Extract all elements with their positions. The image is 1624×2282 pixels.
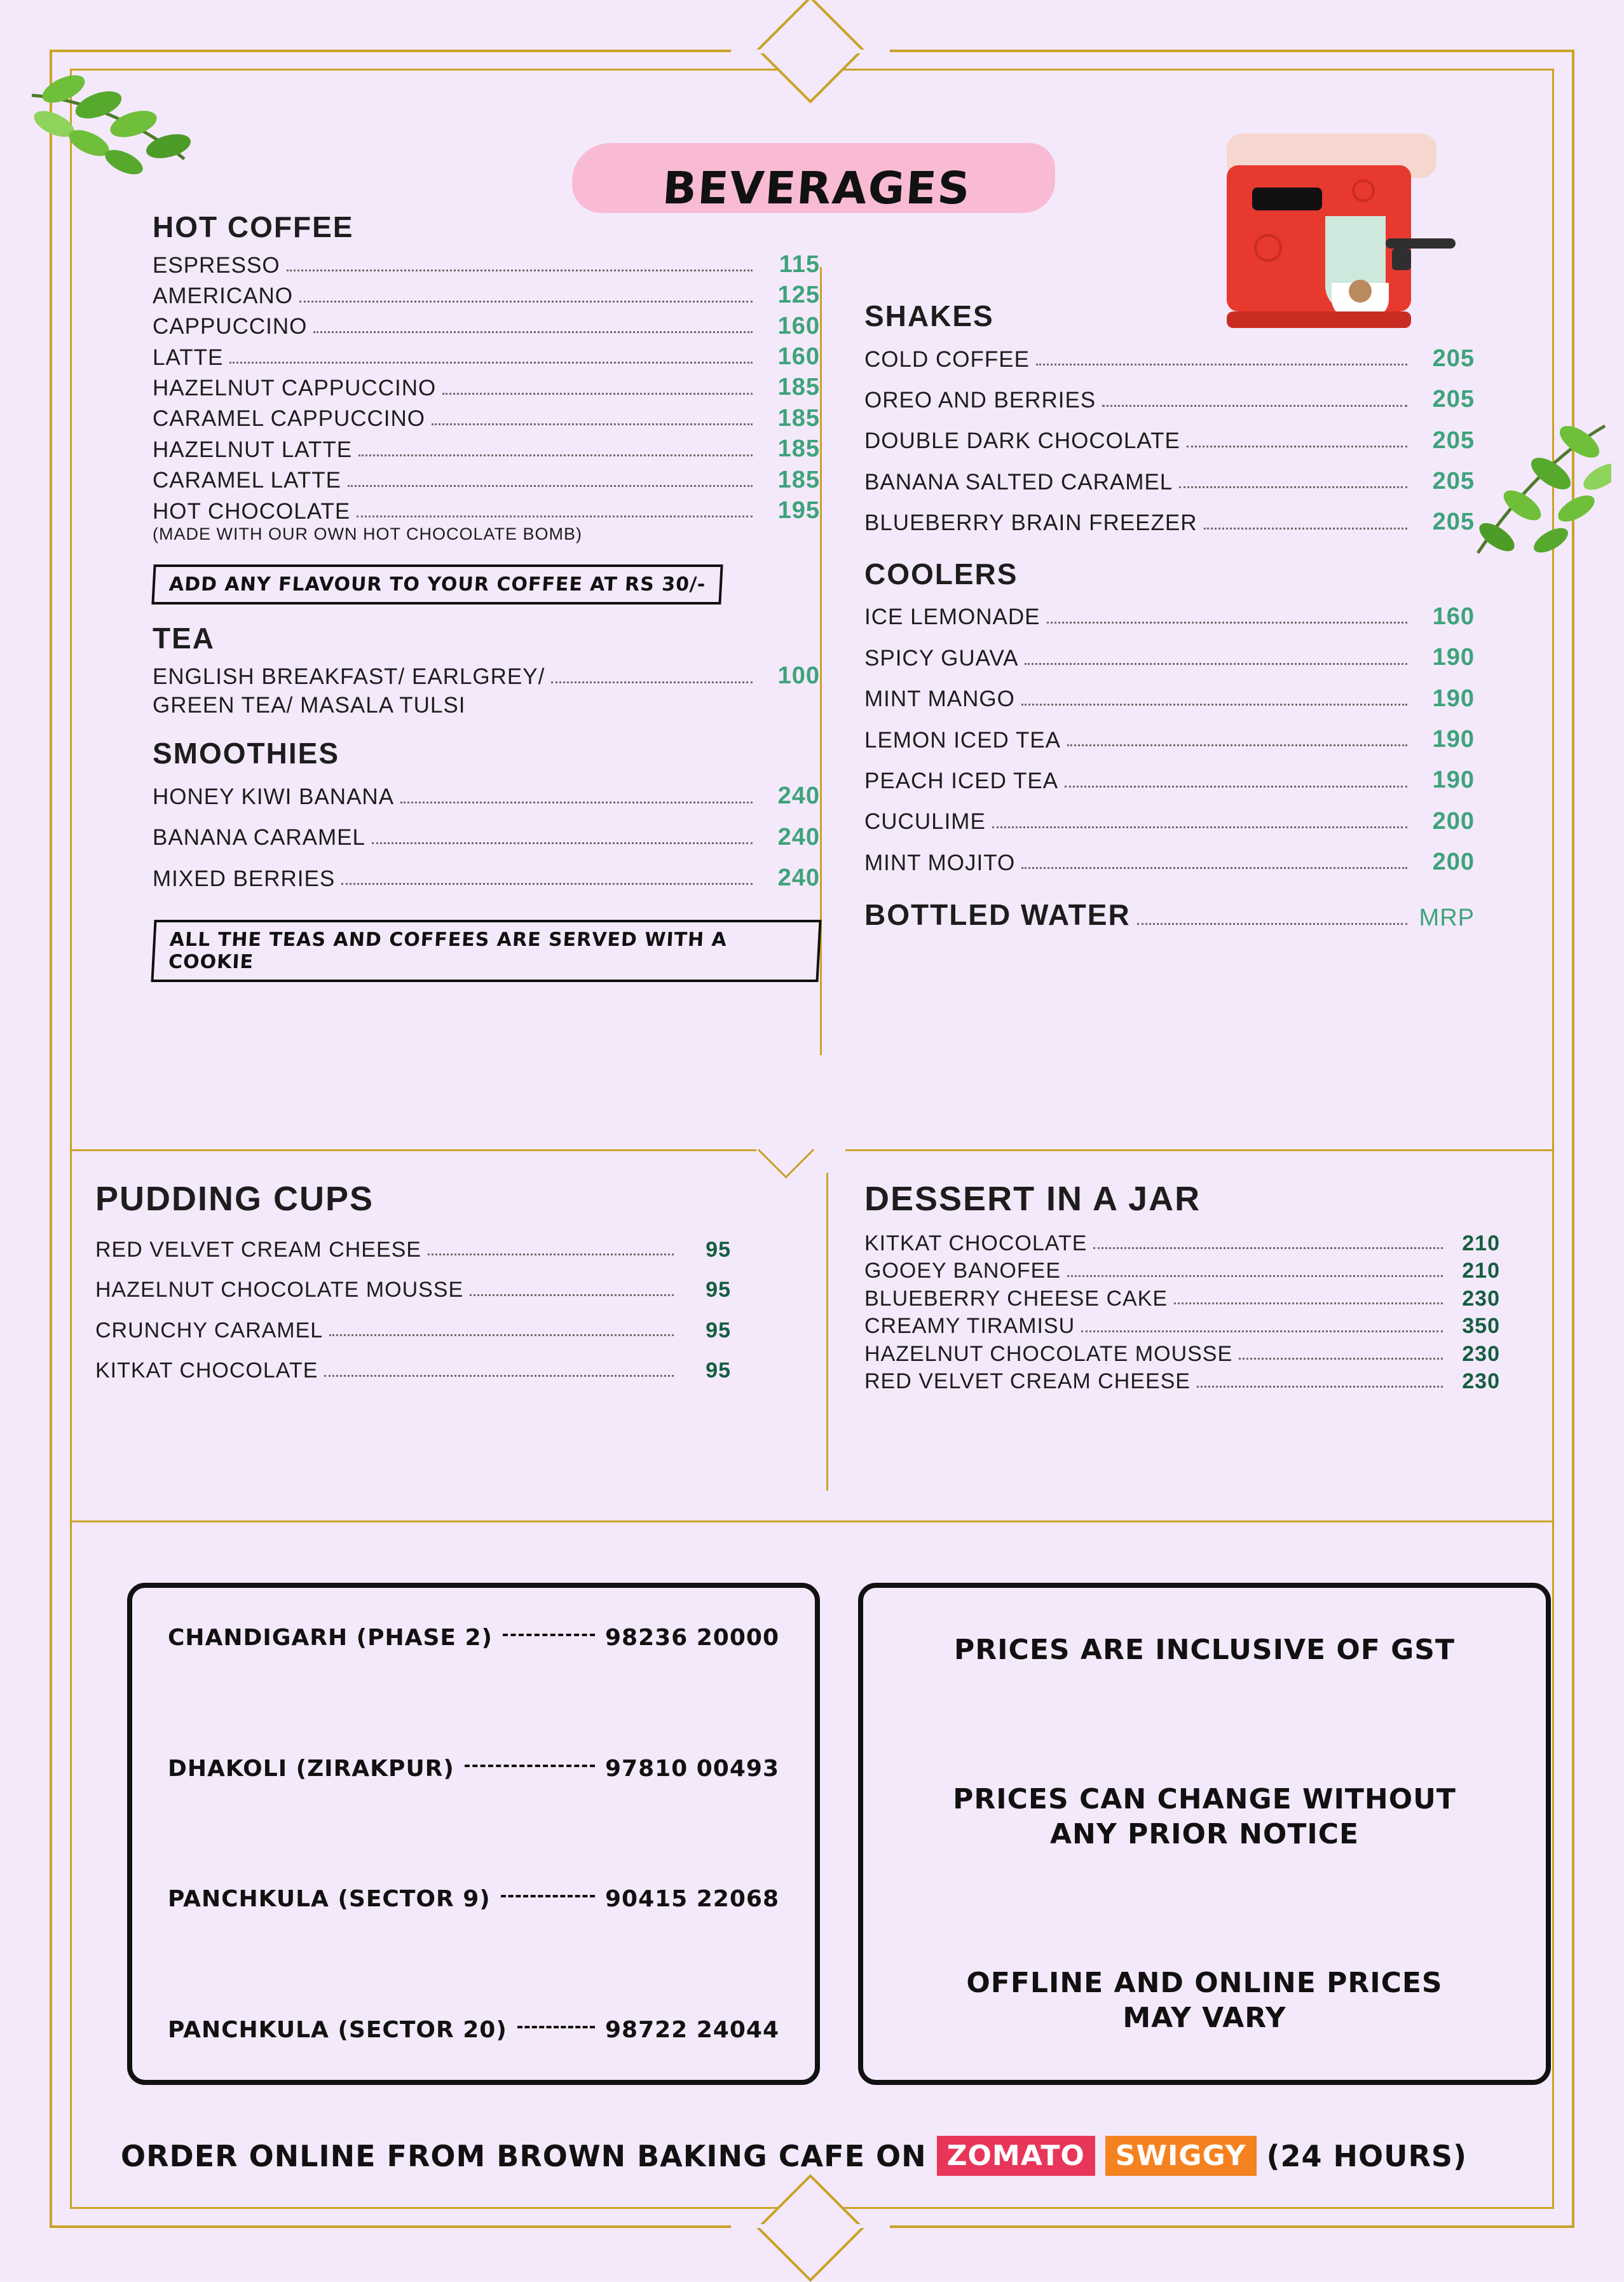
dot-leader xyxy=(1174,1302,1443,1304)
dot-leader xyxy=(324,1374,674,1377)
dot-leader xyxy=(1081,1330,1443,1332)
item-price: 240 xyxy=(777,823,820,851)
dot-leader xyxy=(1239,1357,1443,1360)
item-name: BANANA CARAMEL xyxy=(153,825,365,851)
menu-item xyxy=(864,379,1475,420)
item-name: BLUEBERRY CHEESE CAKE xyxy=(864,1286,1168,1311)
item-price: 95 xyxy=(706,1278,731,1302)
section-title-bottled-water: BOTTLED WATER xyxy=(864,898,1131,932)
item-name: HONEY KIWI BANANA xyxy=(153,784,395,809)
item-name: GOOEY BANOFEE xyxy=(864,1259,1061,1283)
menu-item xyxy=(864,1230,1500,1257)
item-price: 185 xyxy=(777,466,820,493)
menu-item xyxy=(864,801,1475,842)
item-name: PEACH ICED TEA xyxy=(864,768,1059,793)
dot-leader xyxy=(313,331,753,333)
menu-item xyxy=(153,817,820,857)
menu-item xyxy=(864,1341,1500,1368)
item-price: 125 xyxy=(777,282,820,309)
item-name: KITKAT CHOCOLATE xyxy=(864,1231,1088,1255)
dot-leader xyxy=(329,1334,674,1336)
menu-item xyxy=(864,842,1475,882)
pudding-cups-column xyxy=(95,1179,731,1391)
menu-item xyxy=(864,461,1475,502)
contact-phone[interactable]: 98722 24044 xyxy=(604,2016,779,2043)
item-name: CARAMEL LATTE xyxy=(153,468,341,493)
item-price: 195 xyxy=(777,496,820,524)
tea-second-line xyxy=(153,692,820,720)
section-title-hot-coffee: HOT COFFEE xyxy=(153,210,354,243)
dot-leader xyxy=(1102,404,1407,407)
dot-leader xyxy=(299,300,753,303)
item-price: 200 xyxy=(1432,807,1475,835)
footer-text: ORDER ONLINE FROM BROWN BAKING CAFE ON xyxy=(121,2138,927,2173)
item-name: ESPRESSO xyxy=(153,252,280,278)
item-name: SPICY GUAVA xyxy=(864,645,1019,671)
dot-leader xyxy=(1021,866,1407,869)
dot-leader xyxy=(1067,1274,1443,1277)
contact-phone[interactable]: 98236 20000 xyxy=(604,1625,779,1651)
item-price: 230 xyxy=(1462,1286,1500,1311)
item-price: 190 xyxy=(1432,767,1475,794)
dash-leader xyxy=(501,1894,595,1897)
menu-item xyxy=(864,719,1475,760)
menu-item xyxy=(864,1257,1500,1285)
dot-leader xyxy=(357,515,753,517)
item-name: LEMON ICED TEA xyxy=(864,727,1061,753)
dot-leader xyxy=(1179,486,1407,488)
leaf-decoration-top-left xyxy=(25,70,235,216)
item-price: 185 xyxy=(777,404,820,432)
item-name: CAPPUCCINO xyxy=(153,314,308,339)
item-price: 200 xyxy=(1432,848,1475,875)
menu-item xyxy=(95,1230,731,1270)
item-price: 210 xyxy=(1462,1231,1500,1255)
dot-leader xyxy=(1137,922,1407,925)
contact-phone[interactable]: 90415 22068 xyxy=(604,1886,779,1913)
dot-leader xyxy=(348,484,753,487)
item-price: 160 xyxy=(1432,603,1475,630)
dot-leader xyxy=(442,392,753,395)
item-price: 205 xyxy=(1432,345,1475,372)
item-name: AMERICANO xyxy=(153,284,293,309)
item-price: MRP xyxy=(1419,905,1475,932)
item-name: CUCULIME xyxy=(864,809,986,835)
dot-leader xyxy=(1197,1385,1443,1388)
contact-location: PANCHKULA (SECTOR 9) xyxy=(168,1886,491,1913)
beverages-left-column xyxy=(153,210,820,982)
item-name: CRUNCHY CARAMEL xyxy=(95,1318,324,1343)
item-price: 160 xyxy=(777,343,820,371)
notice-gst: PRICES ARE INCLUSIVE OF GST xyxy=(954,1634,1455,1666)
menu-item-bottled-water xyxy=(864,896,1475,933)
item-price: 205 xyxy=(1432,468,1475,495)
notice-online-prices-1: OFFLINE AND ONLINE PRICES xyxy=(966,1967,1443,1999)
zomato-badge[interactable]: ZOMATO xyxy=(937,2136,1095,2176)
menu-item xyxy=(153,857,820,898)
contact-location: CHANDIGARH (PHASE 2) xyxy=(168,1625,493,1651)
notice-box xyxy=(858,1583,1551,2085)
item-name: ENGLISH BREAKFAST/ EARLGREY/ xyxy=(153,664,545,689)
item-name: KITKAT CHOCOLATE xyxy=(95,1358,318,1383)
item-price: 205 xyxy=(1432,427,1475,454)
item-name: RED VELVET CREAM CHEESE xyxy=(95,1238,421,1262)
dot-leader xyxy=(992,826,1407,828)
menu-item xyxy=(864,1285,1500,1313)
section-title-coolers: COOLERS xyxy=(864,557,1018,591)
menu-item xyxy=(864,760,1475,800)
menu-item xyxy=(153,775,820,816)
item-name: HOT CHOCOLATE xyxy=(153,498,351,524)
menu-item xyxy=(864,678,1475,719)
item-price: 210 xyxy=(1462,1259,1500,1283)
section-title-pudding-cups: PUDDING CUPS xyxy=(95,1180,374,1218)
menu-item xyxy=(864,637,1475,678)
section-title-tea: TEA xyxy=(153,622,215,655)
item-price: 185 xyxy=(777,374,820,401)
menu-item xyxy=(153,341,820,372)
item-name: HAZELNUT CAPPUCCINO xyxy=(153,376,437,401)
item-price: 240 xyxy=(777,782,820,810)
item-price: 190 xyxy=(1432,685,1475,712)
item-name: CARAMEL CAPPUCCINO xyxy=(153,406,425,432)
item-price: 95 xyxy=(706,1318,731,1343)
menu-item xyxy=(153,434,820,464)
dot-leader xyxy=(400,801,753,803)
item-name: CREAMY TIRAMISU xyxy=(864,1314,1075,1339)
menu-item xyxy=(153,495,820,526)
menu-item xyxy=(153,465,820,495)
dot-leader xyxy=(1187,445,1407,448)
menu-item xyxy=(153,660,820,691)
section-title-smoothies: SMOOTHIES xyxy=(153,737,340,770)
footer-hours: (24 HOURS) xyxy=(1266,2138,1468,2173)
menu-item xyxy=(153,403,820,434)
dessert-column-divider xyxy=(826,1173,828,1491)
contact-location: PANCHKULA (SECTOR 20) xyxy=(168,2016,507,2043)
item-name: HAZELNUT LATTE xyxy=(153,437,353,462)
item-name: COLD COFFEE xyxy=(864,346,1030,372)
dot-leader xyxy=(1067,744,1407,746)
menu-item xyxy=(153,311,820,341)
menu-item xyxy=(864,502,1475,542)
section-title-dessert-in-a-jar: DESSERT IN A JAR xyxy=(864,1180,1201,1218)
item-price: 190 xyxy=(1432,725,1475,753)
item-price: 95 xyxy=(706,1358,731,1383)
beverages-right-column xyxy=(864,299,1475,933)
dot-leader xyxy=(287,269,753,271)
menu-item xyxy=(95,1311,731,1351)
dot-leader xyxy=(1036,363,1407,366)
contact-row xyxy=(168,1756,779,1782)
dot-leader xyxy=(1065,785,1407,788)
item-name: BLUEBERRY BRAIN FREEZER xyxy=(864,510,1198,536)
dot-leader xyxy=(428,1253,674,1255)
notice-price-change-1: PRICES CAN CHANGE WITHOUT xyxy=(953,1782,1456,1815)
dot-leader xyxy=(341,882,753,885)
cookie-callout: ALL THE TEAS AND COFFEES ARE SERVED WITH A COOKIE xyxy=(151,920,821,982)
item-name: LATTE xyxy=(153,345,224,370)
swiggy-badge[interactable]: SWIGGY xyxy=(1105,2136,1257,2176)
item-price: 185 xyxy=(777,435,820,463)
footer-order-online xyxy=(121,2136,1519,2176)
menu-item xyxy=(864,1368,1500,1395)
item-price: 230 xyxy=(1462,1369,1500,1394)
dot-leader xyxy=(470,1294,674,1296)
dot-leader xyxy=(551,681,753,683)
menu-item xyxy=(153,249,820,280)
section-divider-bottom xyxy=(70,1520,1554,1522)
contact-row xyxy=(168,2017,779,2043)
item-price: 95 xyxy=(706,1238,731,1262)
contact-row xyxy=(168,1886,779,1912)
page-title: BEVERAGES xyxy=(660,162,973,214)
menu-item xyxy=(153,372,820,402)
menu-item xyxy=(864,420,1475,461)
dessert-in-a-jar-column xyxy=(864,1179,1500,1396)
item-price: 100 xyxy=(777,662,820,690)
item-price: 160 xyxy=(777,312,820,339)
item-price: 115 xyxy=(779,251,820,278)
dot-leader xyxy=(432,423,753,425)
dot-leader xyxy=(1093,1247,1443,1249)
item-name: HAZELNUT CHOCOLATE MOUSSE xyxy=(864,1341,1233,1366)
dot-leader xyxy=(358,454,753,456)
item-name: ICE LEMONADE xyxy=(864,605,1041,630)
dot-leader xyxy=(372,842,753,844)
item-name: MINT MANGO xyxy=(864,687,1015,712)
item-name: MIXED BERRIES xyxy=(153,866,336,891)
dot-leader xyxy=(1025,662,1407,665)
dash-leader xyxy=(465,1764,595,1767)
menu-item xyxy=(153,280,820,310)
dot-leader xyxy=(1204,527,1407,530)
notice-online-prices-2: MAY VARY xyxy=(1122,2002,1286,2034)
item-name: OREO AND BERRIES xyxy=(864,388,1096,413)
item-price: 190 xyxy=(1432,644,1475,671)
menu-item xyxy=(864,338,1475,379)
menu-item xyxy=(864,1313,1500,1340)
flavour-callout: ADD ANY FLAVOUR TO YOUR COFFEE AT RS 30/- xyxy=(151,564,723,605)
notice-price-change-2: ANY PRIOR NOTICE xyxy=(1049,1817,1360,1850)
item-name-continued: GREEN TEA/ MASALA TULSI xyxy=(153,692,466,718)
item-name: BANANA SALTED CARAMEL xyxy=(864,469,1173,495)
contact-location: DHAKOLI (ZIRAKPUR) xyxy=(168,1755,454,1782)
item-name: HAZELNUT CHOCOLATE MOUSSE xyxy=(95,1278,464,1302)
item-name: RED VELVET CREAM CHEESE xyxy=(864,1369,1191,1394)
frame-mask-bottom xyxy=(731,2224,890,2228)
item-price: 350 xyxy=(1462,1314,1500,1339)
contact-box xyxy=(127,1583,820,2085)
item-price: 205 xyxy=(1432,386,1475,413)
dash-leader xyxy=(517,2025,595,2028)
item-price: 205 xyxy=(1432,509,1475,536)
menu-item xyxy=(95,1270,731,1310)
item-name: MINT MOJITO xyxy=(864,850,1016,875)
dot-leader xyxy=(1047,621,1408,624)
dash-leader xyxy=(503,1633,595,1636)
frame-mask-top xyxy=(731,50,890,53)
dot-leader xyxy=(229,361,753,364)
item-price: 240 xyxy=(777,864,820,891)
item-price: 230 xyxy=(1462,1341,1500,1366)
menu-item xyxy=(95,1351,731,1391)
contact-phone[interactable]: 97810 00493 xyxy=(604,1755,779,1782)
hot-chocolate-note: (MADE WITH OUR OWN HOT CHOCOLATE BOMB) xyxy=(153,524,582,544)
dot-leader xyxy=(1021,703,1407,706)
contact-row xyxy=(168,1625,779,1651)
menu-item xyxy=(864,596,1475,637)
item-name: DOUBLE DARK CHOCOLATE xyxy=(864,428,1180,454)
section-title-shakes: SHAKES xyxy=(864,299,994,332)
